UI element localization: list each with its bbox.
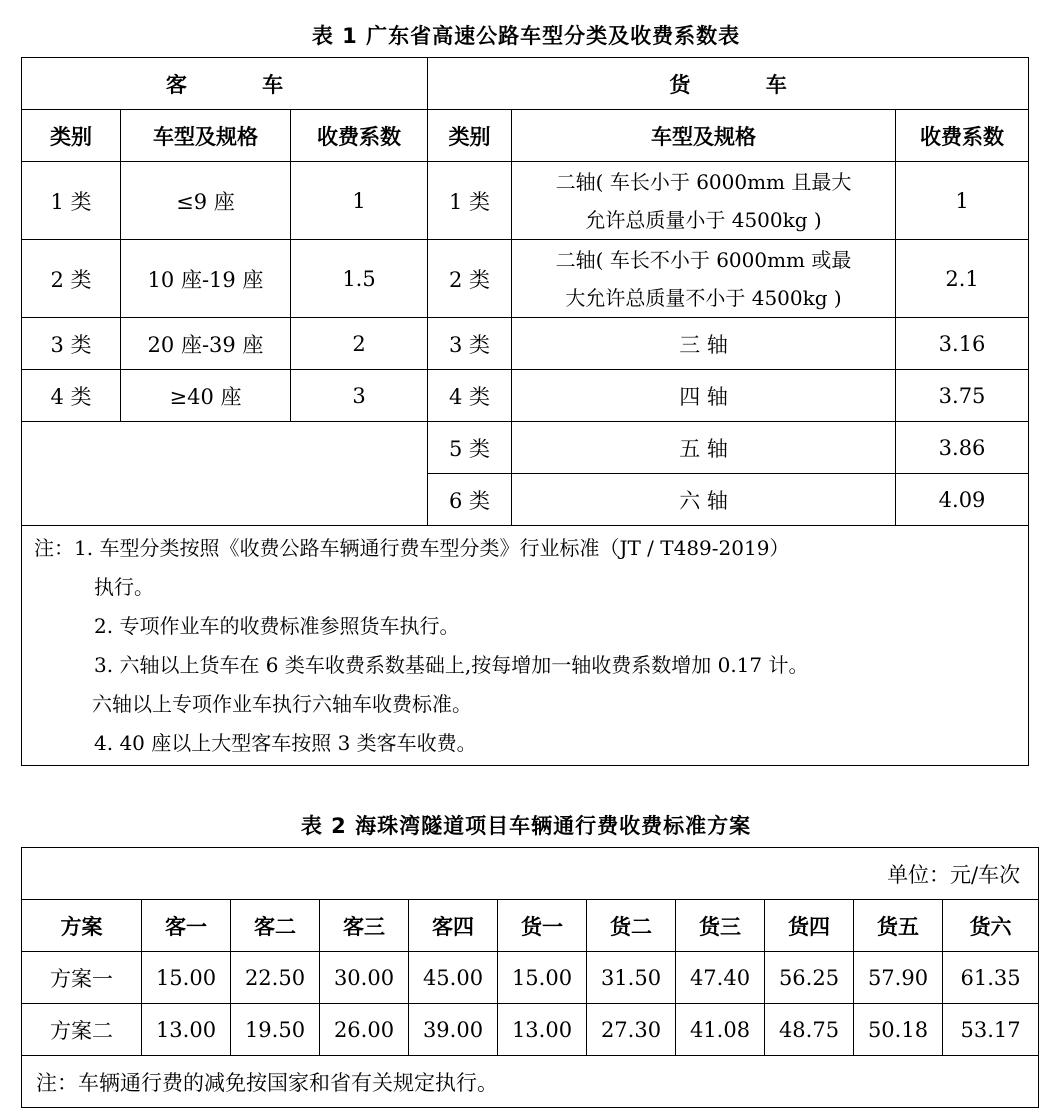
toll-value: 15.00 [142, 952, 231, 1004]
freight-spec: 三 轴 [512, 318, 896, 370]
freight-group-header: 货 车 [428, 58, 1029, 110]
table-row [22, 422, 1029, 474]
toll-value: 41.08 [676, 1004, 765, 1056]
toll-value: 61.35 [943, 952, 1039, 1004]
freight-class: 1 类 [428, 162, 512, 240]
toll-value: 27.30 [587, 1004, 676, 1056]
freight-class: 2 类 [428, 240, 512, 318]
toll-value: 53.17 [943, 1004, 1039, 1056]
passenger-class-header: 类别 [22, 110, 121, 162]
passenger-coef: 3 [291, 370, 428, 422]
unit-label: 单位：元/车次 [22, 848, 1039, 900]
toll-value: 45.00 [409, 952, 498, 1004]
note-line: 2. 专项作业车的收费标准参照货车执行。 [94, 614, 460, 638]
table-row [22, 240, 1029, 318]
freight-spec: 二轴( 车长小于 6000mm 且最大 允许总质量小于 4500kg ) [512, 162, 896, 240]
freight-spec-header: 车型及规格 [512, 110, 896, 162]
col-header: 货三 [676, 900, 765, 952]
freight-coef-header: 收费系数 [896, 110, 1029, 162]
table-row [22, 162, 1029, 240]
freight-coef: 1 [896, 162, 1029, 240]
col-header: 货一 [498, 900, 587, 952]
plan-name: 方案二 [22, 1004, 142, 1056]
table2-caption: 表 2 海珠湾隧道项目车辆通行费收费标准方案 [300, 814, 752, 838]
passenger-coef: 1.5 [291, 240, 428, 318]
table2-note: 注：车辆通行费的减免按国家和省有关规定执行。 [22, 1056, 1039, 1108]
freight-class-header: 类别 [428, 110, 512, 162]
toll-value: 31.50 [587, 952, 676, 1004]
toll-standard-table [21, 847, 1039, 1108]
toll-value: 22.50 [231, 952, 320, 1004]
passenger-spec: ≤9 座 [121, 162, 291, 240]
toll-value: 30.00 [320, 952, 409, 1004]
freight-coef: 4.09 [896, 474, 1029, 526]
note-line: 注：1. 车型分类按照《收费公路车辆通行费车型分类》行业标准（JT / T489-2019） [34, 536, 790, 560]
passenger-group-header: 客 车 [22, 58, 428, 110]
col-header: 客四 [409, 900, 498, 952]
passenger-class: 4 类 [22, 370, 121, 422]
freight-coef: 3.75 [896, 370, 1029, 422]
table-row [22, 952, 1039, 1004]
toll-value: 56.25 [765, 952, 854, 1004]
note-line: 执行。 [94, 575, 154, 599]
passenger-spec-header: 车型及规格 [121, 110, 291, 162]
table-row [22, 370, 1029, 422]
freight-spec: 六 轴 [512, 474, 896, 526]
toll-value: 50.18 [854, 1004, 943, 1056]
col-header: 方案 [22, 900, 142, 952]
toll-value: 19.50 [231, 1004, 320, 1056]
toll-value: 47.40 [676, 952, 765, 1004]
passenger-coef: 2 [291, 318, 428, 370]
col-header: 货六 [943, 900, 1039, 952]
header-row [22, 900, 1039, 952]
toll-value: 15.00 [498, 952, 587, 1004]
table-row [22, 318, 1029, 370]
toll-value: 57.90 [854, 952, 943, 1004]
vehicle-classification-table [21, 57, 1029, 766]
toll-value: 13.00 [142, 1004, 231, 1056]
freight-spec: 五 轴 [512, 422, 896, 474]
freight-coef: 3.16 [896, 318, 1029, 370]
passenger-class: 3 类 [22, 318, 121, 370]
plan-name: 方案一 [22, 952, 142, 1004]
col-header: 货二 [587, 900, 676, 952]
empty-cell [22, 422, 428, 526]
freight-spec: 二轴( 车长不小于 6000mm 或最 大允许总质量不小于 4500kg ) [512, 240, 896, 318]
freight-coef: 3.86 [896, 422, 1029, 474]
toll-value: 48.75 [765, 1004, 854, 1056]
col-header: 客一 [142, 900, 231, 952]
freight-class: 4 类 [428, 370, 512, 422]
passenger-spec: ≥40 座 [121, 370, 291, 422]
freight-spec: 四 轴 [512, 370, 896, 422]
passenger-class: 2 类 [22, 240, 121, 318]
note-line: 3. 六轴以上货车在 6 类车收费系数基础上,按每增加一轴收费系数增加 0.17 计。 [94, 653, 809, 677]
table-row [22, 1004, 1039, 1056]
table1-notes [22, 526, 1029, 766]
passenger-coef: 1 [291, 162, 428, 240]
toll-value: 26.00 [320, 1004, 409, 1056]
toll-value: 39.00 [409, 1004, 498, 1056]
freight-class: 6 类 [428, 474, 512, 526]
freight-coef: 2.1 [896, 240, 1029, 318]
col-header: 客三 [320, 900, 409, 952]
toll-value: 13.00 [498, 1004, 587, 1056]
col-header: 客二 [231, 900, 320, 952]
table1-caption: 表 1 广东省高速公路车型分类及收费系数表 [311, 24, 741, 48]
passenger-spec: 20 座-39 座 [121, 318, 291, 370]
notes-row [22, 526, 1029, 766]
passenger-spec: 10 座-19 座 [121, 240, 291, 318]
note-line: 4. 40 座以上大型客车按照 3 类客车收费。 [94, 731, 477, 755]
passenger-coef-header: 收费系数 [291, 110, 428, 162]
freight-class: 5 类 [428, 422, 512, 474]
passenger-class: 1 类 [22, 162, 121, 240]
col-header: 货四 [765, 900, 854, 952]
col-header: 货五 [854, 900, 943, 952]
freight-class: 3 类 [428, 318, 512, 370]
note-line: 六轴以上专项作业车执行六轴车收费标准。 [92, 692, 472, 716]
